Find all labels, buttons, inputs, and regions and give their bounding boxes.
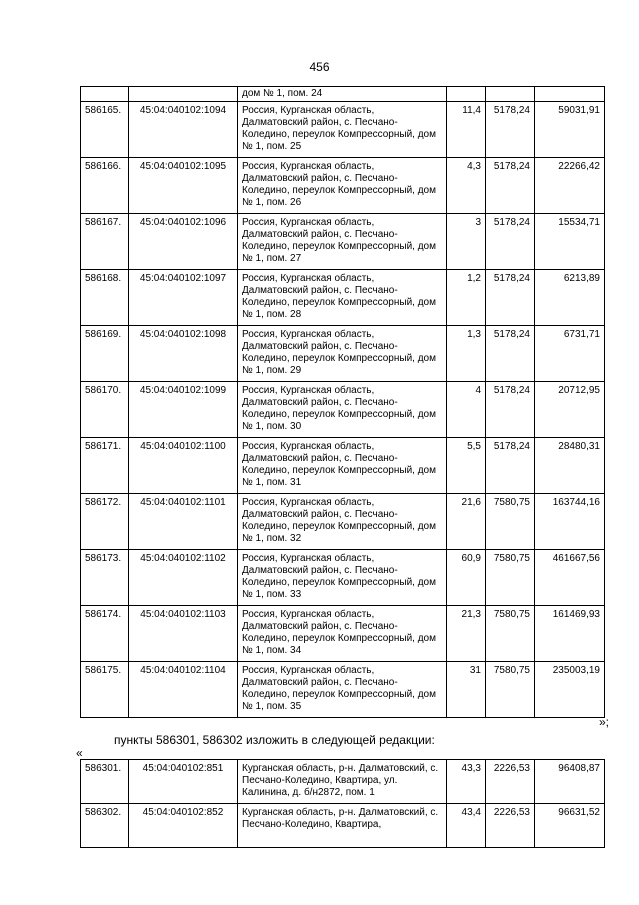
cell-address: Курганская область, р-н. Далматовский, с. Песчано-Коледино, Квартира, xyxy=(238,804,447,848)
cell-price: 2226,53 xyxy=(486,760,535,804)
cell-area: 5,5 xyxy=(447,438,486,494)
cell-num: 586169. xyxy=(81,326,129,382)
cell-num: 586302. xyxy=(81,804,129,848)
cell-area: 4,3 xyxy=(447,158,486,214)
cell-area: 21,3 xyxy=(447,606,486,662)
cell-address: Россия, Курганская область, Далматовский район, с. Песчано-Коледино, переулок Компрессорный, дом № 1, пом. 30 xyxy=(238,382,447,438)
cell-address: Россия, Курганская область, Далматовский район, с. Песчано-Коледино, переулок Компрессорный, дом № 1, пом. 26 xyxy=(238,158,447,214)
cell-address: Россия, Курганская область, Далматовский район, с. Песчано-Коледино, переулок Компрессорный, дом № 1, пом. 33 xyxy=(238,550,447,606)
cell-total: 6731,71 xyxy=(535,326,605,382)
cell-cadastral: 45:04:040102:1101 xyxy=(129,494,238,550)
cell-area: 31 xyxy=(447,662,486,718)
cell-address: Россия, Курганская область, Далматовский район, с. Песчано-Коледино, переулок Компрессорный, дом № 1, пом. 28 xyxy=(238,270,447,326)
cell-price: 5178,24 xyxy=(486,438,535,494)
cell-total: 161469,93 xyxy=(535,606,605,662)
table-row xyxy=(81,158,605,214)
cell-total: 163744,16 xyxy=(535,494,605,550)
cell-area: 21,6 xyxy=(447,494,486,550)
cell-area: 43,4 xyxy=(447,804,486,848)
cell-area xyxy=(447,87,486,102)
table-row xyxy=(81,606,605,662)
opening-quote: « xyxy=(76,746,83,760)
amendment-instruction: пункты 586301, 586302 изложить в следующей редакции: xyxy=(114,733,435,747)
amended-property-table xyxy=(80,759,605,848)
cell-price: 5178,24 xyxy=(486,158,535,214)
cell-cadastral: 45:04:040102:851 xyxy=(129,760,238,804)
cell-price: 5178,24 xyxy=(486,382,535,438)
cell-total: 6213,89 xyxy=(535,270,605,326)
cell-area: 60,9 xyxy=(447,550,486,606)
cell-area: 3 xyxy=(447,214,486,270)
cell-area: 43,3 xyxy=(447,760,486,804)
closing-quote: »; xyxy=(598,715,609,729)
cell-address: Россия, Курганская область, Далматовский район, с. Песчано-Коледино, переулок Компрессорный, дом № 1, пом. 35 xyxy=(238,662,447,718)
cell-price: 5178,24 xyxy=(486,102,535,158)
cell-cadastral: 45:04:040102:1097 xyxy=(129,270,238,326)
table-row xyxy=(81,270,605,326)
cell-address: дом № 1, пом. 24 xyxy=(238,87,447,102)
cell-cadastral: 45:04:040102:852 xyxy=(129,804,238,848)
table-row xyxy=(81,494,605,550)
page-number: 456 xyxy=(309,60,330,74)
cell-price: 5178,24 xyxy=(486,214,535,270)
table-row xyxy=(81,760,605,804)
cell-cadastral: 45:04:040102:1096 xyxy=(129,214,238,270)
cell-price: 7580,75 xyxy=(486,494,535,550)
cell-price: 2226,53 xyxy=(486,804,535,848)
cell-total: 96631,52 xyxy=(535,804,605,848)
cell-address: Россия, Курганская область, Далматовский район, с. Песчано-Коледино, переулок Компрессорный, дом № 1, пом. 34 xyxy=(238,606,447,662)
property-table xyxy=(80,86,605,718)
cell-num: 586166. xyxy=(81,158,129,214)
cell-address: Россия, Курганская область, Далматовский район, с. Песчано-Коледино, переулок Компрессорный, дом № 1, пом. 29 xyxy=(238,326,447,382)
cell-cadastral: 45:04:040102:1099 xyxy=(129,382,238,438)
table-row-continuation xyxy=(81,87,605,102)
cell-price xyxy=(486,87,535,102)
table-row xyxy=(81,214,605,270)
cell-cadastral: 45:04:040102:1100 xyxy=(129,438,238,494)
cell-num xyxy=(81,87,129,102)
cell-num: 586167. xyxy=(81,214,129,270)
cell-cadastral: 45:04:040102:1104 xyxy=(129,662,238,718)
cell-area: 1,2 xyxy=(447,270,486,326)
cell-total: 28480,31 xyxy=(535,438,605,494)
cell-num: 586171. xyxy=(81,438,129,494)
cell-area: 4 xyxy=(447,382,486,438)
cell-total: 235003,19 xyxy=(535,662,605,718)
cell-num: 586165. xyxy=(81,102,129,158)
cell-address: Россия, Курганская область, Далматовский район, с. Песчано-Коледино, переулок Компрессорный, дом № 1, пом. 32 xyxy=(238,494,447,550)
table-row xyxy=(81,550,605,606)
cell-cadastral xyxy=(129,87,238,102)
table-row xyxy=(81,102,605,158)
cell-address: Россия, Курганская область, Далматовский район, с. Песчано-Коледино, переулок Компрессорный, дом № 1, пом. 27 xyxy=(238,214,447,270)
cell-cadastral: 45:04:040102:1102 xyxy=(129,550,238,606)
table-row xyxy=(81,662,605,718)
table-row xyxy=(81,382,605,438)
cell-price: 5178,24 xyxy=(486,326,535,382)
cell-num: 586173. xyxy=(81,550,129,606)
table-row xyxy=(81,438,605,494)
cell-price: 7580,75 xyxy=(486,662,535,718)
cell-total: 22266,42 xyxy=(535,158,605,214)
cell-address: Курганская область, р-н. Далматовский, с. Песчано-Коледино, Квартира, ул. Калинина, д. б/н2872, пом. 1 xyxy=(238,760,447,804)
cell-num: 586172. xyxy=(81,494,129,550)
cell-cadastral: 45:04:040102:1094 xyxy=(129,102,238,158)
cell-num: 586174. xyxy=(81,606,129,662)
table-row xyxy=(81,804,605,848)
cell-address: Россия, Курганская область, Далматовский район, с. Песчано-Коледино, переулок Компрессорный, дом № 1, пом. 25 xyxy=(238,102,447,158)
cell-total: 96408,87 xyxy=(535,760,605,804)
cell-total: 461667,56 xyxy=(535,550,605,606)
cell-price: 5178,24 xyxy=(486,270,535,326)
cell-total xyxy=(535,87,605,102)
table-row xyxy=(81,326,605,382)
cell-cadastral: 45:04:040102:1098 xyxy=(129,326,238,382)
cell-total: 15534,71 xyxy=(535,214,605,270)
cell-num: 586170. xyxy=(81,382,129,438)
cell-num: 586175. xyxy=(81,662,129,718)
cell-total: 59031,91 xyxy=(535,102,605,158)
cell-num: 586301. xyxy=(81,760,129,804)
cell-cadastral: 45:04:040102:1103 xyxy=(129,606,238,662)
cell-area: 11,4 xyxy=(447,102,486,158)
cell-cadastral: 45:04:040102:1095 xyxy=(129,158,238,214)
cell-address: Россия, Курганская область, Далматовский район, с. Песчано-Коледино, переулок Компрессорный, дом № 1, пом. 31 xyxy=(238,438,447,494)
cell-price: 7580,75 xyxy=(486,550,535,606)
cell-num: 586168. xyxy=(81,270,129,326)
cell-total: 20712,95 xyxy=(535,382,605,438)
cell-area: 1,3 xyxy=(447,326,486,382)
cell-price: 7580,75 xyxy=(486,606,535,662)
